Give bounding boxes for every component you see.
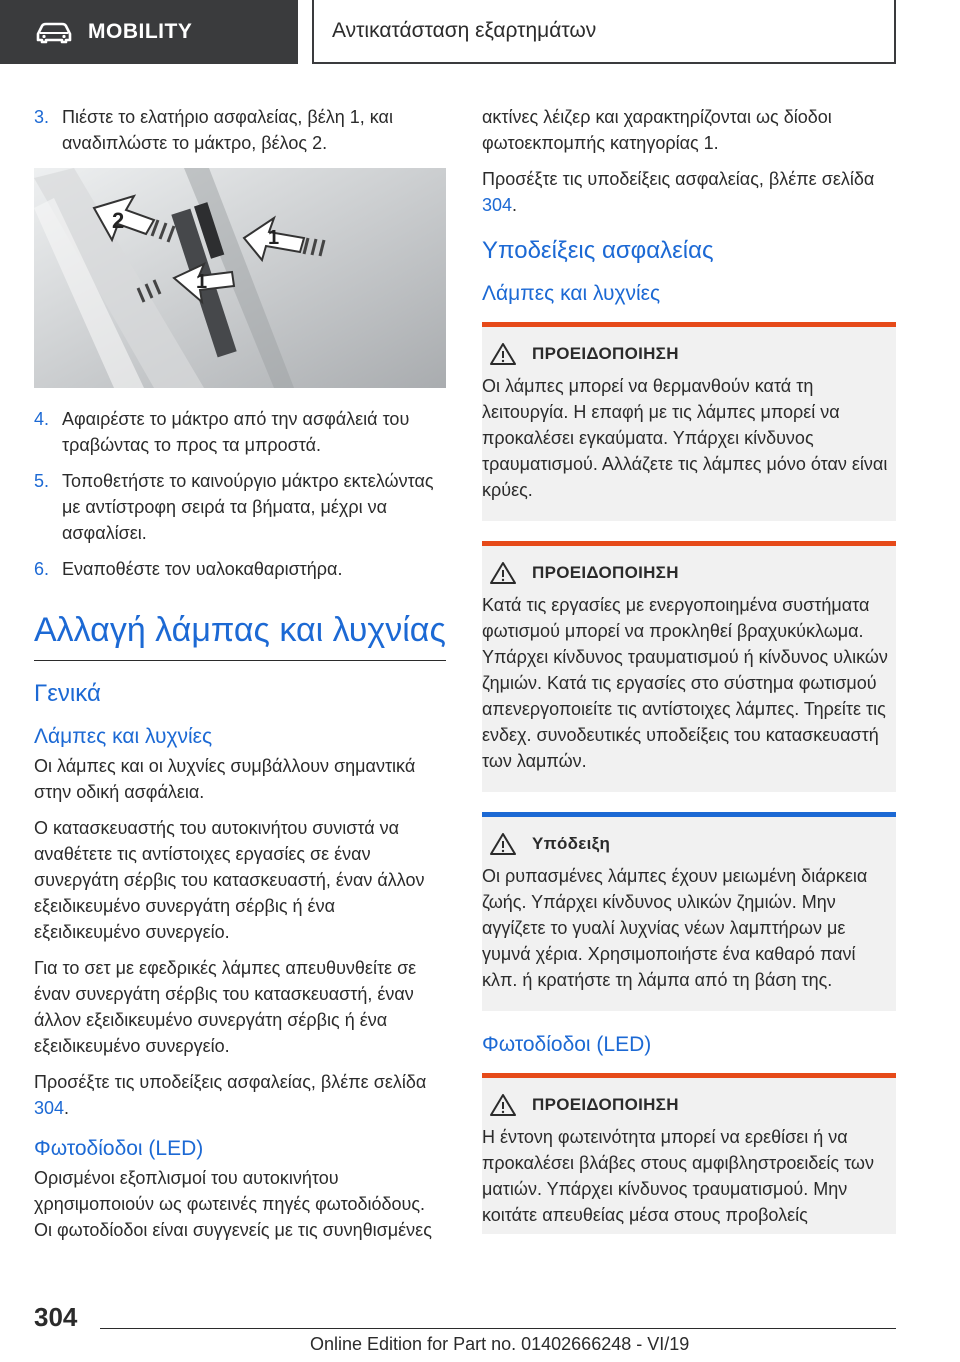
caution-triangle-icon — [490, 832, 516, 856]
step-text: Πιέστε το ελατήριο ασφαλείας, βέλη 1, και αναδιπλώστε το μάκτρο, βέλος 2. — [62, 107, 393, 153]
right-column — [482, 104, 896, 1254]
note-text: Οι ρυπασμένες λάμπες έχουν μειωμένη διάρκεια ζωής. Υπάρχει κίνδυνος υλικών ζημιών. Μην αγγίζετε το γυαλί λυχνίας νέων λαμπτήρων με γυμνά χέρια. Χρησιμοποιήστε ένα καθαρό πανί κλπ. ή κρατήστε τη λάμπα από τη βάση της. — [482, 866, 868, 990]
brand-label: MOBILITY — [88, 20, 193, 43]
edition-info: Online Edition for Part no. 01402666248 - VI/19 — [310, 1334, 690, 1354]
step-number: 6. — [34, 559, 50, 579]
note-header — [486, 831, 888, 857]
header-brand-bar — [0, 0, 298, 64]
warning-text: Η έντονη φωτεινότητα μπορεί να ερεθίσει ή να προκαλέσει βλάβες στους αμφιβληστροειδείς των ματιών. Υπάρχει κίνδυνος τραυματισμού. Μην κοιτάτε απευθείας μέσα στους προβολείς — [482, 1127, 874, 1225]
wiper-illustration — [34, 168, 446, 388]
step-text: Εναποθέστε τον υαλοκαθαριστήρα. — [62, 559, 343, 579]
page-link-304[interactable]: 304 — [34, 1098, 65, 1118]
section-title: Αντικατάσταση εξαρτημάτων — [332, 19, 597, 42]
warning-header — [486, 560, 888, 586]
subheading-led: Φωτοδίοδοι (LED) — [482, 1033, 652, 1056]
section-heading-general: Γενικά — [34, 680, 101, 707]
paragraph-text: Προσέξτε τις υποδείξεις ασφαλείας, βλέπε σελίδα — [482, 169, 875, 189]
warning-header — [486, 1092, 888, 1118]
step-number: 4. — [34, 409, 50, 429]
step-3 — [34, 104, 446, 156]
paragraph-end: . — [512, 195, 518, 215]
page-number: 304 — [34, 1302, 78, 1332]
note-title: Υπόδειξη — [532, 834, 611, 853]
footer-divider — [100, 1328, 896, 1329]
warning-triangle-icon — [490, 1093, 516, 1117]
warning-triangle-icon — [490, 561, 516, 585]
paragraph: Ο κατασκευαστής του αυτοκινήτου συνιστά να αναθέτετε τις αντίστοιχες εργασίες σε έναν συνεργάτη σέρβις του κατασκευαστή, έναν άλλον εξειδικευμένο συνεργάτη σέρβις ή ένα εξειδικευμένο συνεργείο. — [34, 818, 425, 942]
car-icon — [34, 20, 74, 44]
step-text: Αφαιρέστε το μάκτρο από την ασφάλειά του τραβώντας το προς τα μπροστά. — [62, 409, 410, 455]
paragraph: Οι λάμπες και οι λυχνίες συμβάλλουν σημαντικά στην οδική ασφάλεια. — [34, 756, 416, 802]
paragraph: Για το σετ με εφεδρικές λάμπες απευθυνθείτε σε έναν συνεργάτη σέρβις του κατασκευαστή, έναν άλλον εξειδικευμένο συνεργάτη σέρβις ή ένα εξειδικευμένο συνεργείο. — [34, 958, 417, 1056]
warning-box — [482, 541, 896, 792]
warning-header — [486, 341, 888, 367]
warning-title: ΠΡΟΕΙΔΟΠΟΙΗΣΗ — [532, 1095, 679, 1114]
step-5 — [34, 468, 446, 546]
warning-box — [482, 322, 896, 521]
warning-title: ΠΡΟΕΙΔΟΠΟΙΗΣΗ — [532, 563, 679, 582]
page-footer — [0, 1300, 960, 1362]
step-4 — [34, 406, 446, 458]
subheading-lamps: Λάμπες και λυχνίες — [482, 282, 661, 305]
wiper-figure — [34, 168, 446, 388]
paragraph: ακτίνες λέιζερ και χαρακτηρίζονται ως δίοδοι φωτοεκπομπής κατηγορίας 1. — [482, 107, 832, 153]
warning-text: Κατά τις εργασίες με ενεργοποιημένα συστήματα φωτισμού μπορεί να προκληθεί βραχυκύκλωμα. Υπάρχει κίνδυνος τραυματισμού ή κίνδυνος υλικών ζημιών. Κατά τις εργασίες στο σύστημα φωτισμού απενεργοποιείτε τις αντίστοιχες λάμπες. Τηρείτε τις ενδεχ. συνοδευτικές υποδείξεις του κατασκευαστή των λαμπών. — [482, 595, 888, 771]
subheading-led: Φωτοδίοδοι (LED) — [34, 1137, 204, 1160]
subheading-lamps: Λάμπες και λυχνίες — [34, 725, 213, 748]
warning-title: ΠΡΟΕΙΔΟΠΟΙΗΣΗ — [532, 344, 679, 363]
section-heading-safety: Υποδείξεις ασφαλείας — [482, 237, 714, 264]
step-6 — [34, 556, 446, 582]
paragraph-end: . — [64, 1098, 70, 1118]
chapter-heading: Αλλαγή λάμπας και λυχνίας — [34, 610, 446, 661]
figure-label-1a: 1 — [268, 227, 280, 249]
warning-box — [482, 1073, 896, 1234]
figure-label-1b: 1 — [196, 271, 208, 293]
paragraph — [482, 166, 896, 218]
left-column — [34, 104, 446, 1253]
step-number: 3. — [34, 107, 50, 127]
step-text: Τοποθετήστε το καινούργιο μάκτρο εκτελώντας με αντίστροφη σειρά τα βήματα, μέχρι να ασφαλίσει. — [62, 471, 434, 543]
section-title-bar — [312, 0, 896, 64]
note-box — [482, 812, 896, 1011]
paragraph — [34, 1069, 446, 1121]
step-number: 5. — [34, 471, 50, 491]
paragraph: Ορισμένοι εξοπλισμοί του αυτοκινήτου χρησιμοποιούν ως φωτεινές πηγές φωτοδιόδους. Οι φωτοδίοδοι είναι συγγενείς με τις συνηθισμένες — [34, 1168, 432, 1240]
warning-triangle-icon — [490, 342, 516, 366]
paragraph-text: Προσέξτε τις υποδείξεις ασφαλείας, βλέπε σελίδα — [34, 1072, 427, 1092]
warning-text: Οι λάμπες μπορεί να θερμανθούν κατά τη λειτουργία. Η επαφή με τις λάμπες μπορεί να προκαλέσει εγκαύματα. Υπάρχει κίνδυνος τραυματισμού. Αλλάζετε τις λάμπες μόνο όταν είναι κρύες. — [482, 376, 888, 500]
page-link-304[interactable]: 304 — [482, 195, 513, 215]
figure-label-2: 2 — [112, 208, 125, 233]
